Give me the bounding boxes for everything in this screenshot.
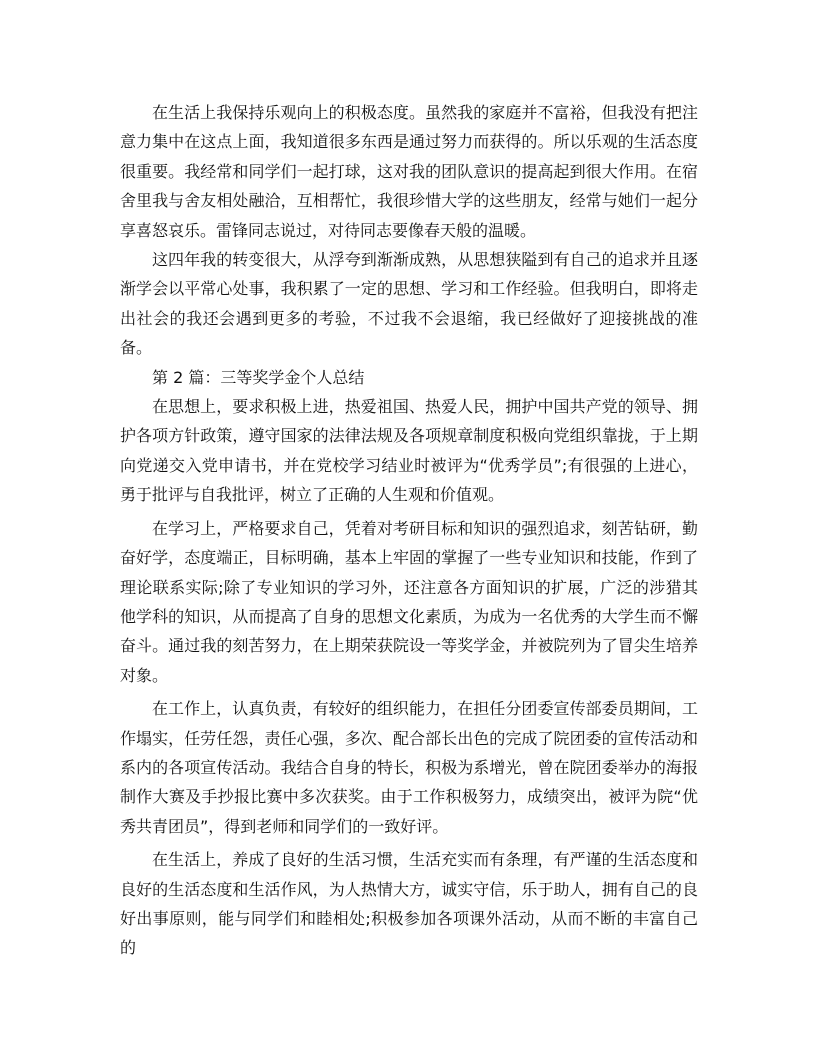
paragraph-study: 在学习上，严格要求自己，凭着对考研目标和知识的强烈追求，刻苦钻研，勤奋好学，态度端正，目标明确，基本上牢固的掌握了一些专业知识和技能，作到了理论联系实际;除了专业知识的学习外，还注意各方面知识的扩展，广泛的涉猎其他学科的知识，从而提高了自身的思想文化素质，为成为一名优秀的大学生而不懈奋斗。通过我的刻苦努力，在上期荣获院设一等奖学金，并被院列为了冒尖生培养对象。: [120, 518, 698, 685]
paragraph-work: 在工作上，认真负责，有较好的组织能力，在担任分团委宣传部委员期间，工作塌实，任劳任怨，责任心强，多次、配合部长出色的完成了院团委的宣传活动和系内的各项宣传活动。我结合自身的特长，积极为系增光，曾在院团委举办的海报制作大赛及手抄报比赛中多次获奖。由于工作积极努力，成绩突出，被评为院“优秀共青团员”，得到老师和同学们的一致好评。: [120, 699, 698, 836]
paragraph-ideology: 在思想上，要求积极上进，热爱祖国、热爱人民，拥护中国共产党的领导、拥护各项方针政策，遵守国家的法律法规及各项规章制度积极向党组织靠拢，于上期向党递交入党申请书，并在党校学习结业时被评为“优秀学员”;有很强的上进心，勇于批评与自我批评，树立了正确的人生观和价值观。: [120, 397, 698, 505]
document-body: [120, 98, 698, 963]
paragraph-growth: 这四年我的转变很大，从浮夸到渐渐成熟，从思想狭隘到有自己的追求并且逐渐学会以平常心处事，我积累了一定的思想、学习和工作经验。但我明白，即将走出社会的我还会遇到更多的考验，不过我不会退缩，我已经做好了迎接挑战的准备。: [120, 250, 698, 358]
section-heading: 第 2 篇：三等奖学金个人总结: [152, 367, 365, 387]
paragraph-life: 在生活上，养成了良好的生活习惯，生活充实而有条理，有严谨的生活态度和良好的生活态度和生活作风，为人热情大方，诚实守信，乐于助人，拥有自己的良好出事原则，能与同学们和睦相处;积极参加各项课外活动，从而不断的丰富自己的: [120, 850, 698, 958]
paragraph-optimism: 在生活上我保持乐观向上的积极态度。虽然我的家庭并不富裕，但我没有把注意力集中在这点上面，我知道很多东西是通过努力而获得的。所以乐观的生活态度很重要。我经常和同学们一起打球，这对我的团队意识的提高起到很大作用。在宿舍里我与舍友相处融洽，互相帮忙，我很珍惜大学的这些朋友，经常与她们一起分享喜怒哀乐。雷锋同志说过，对待同志要像春天般的温暖。: [120, 103, 698, 240]
